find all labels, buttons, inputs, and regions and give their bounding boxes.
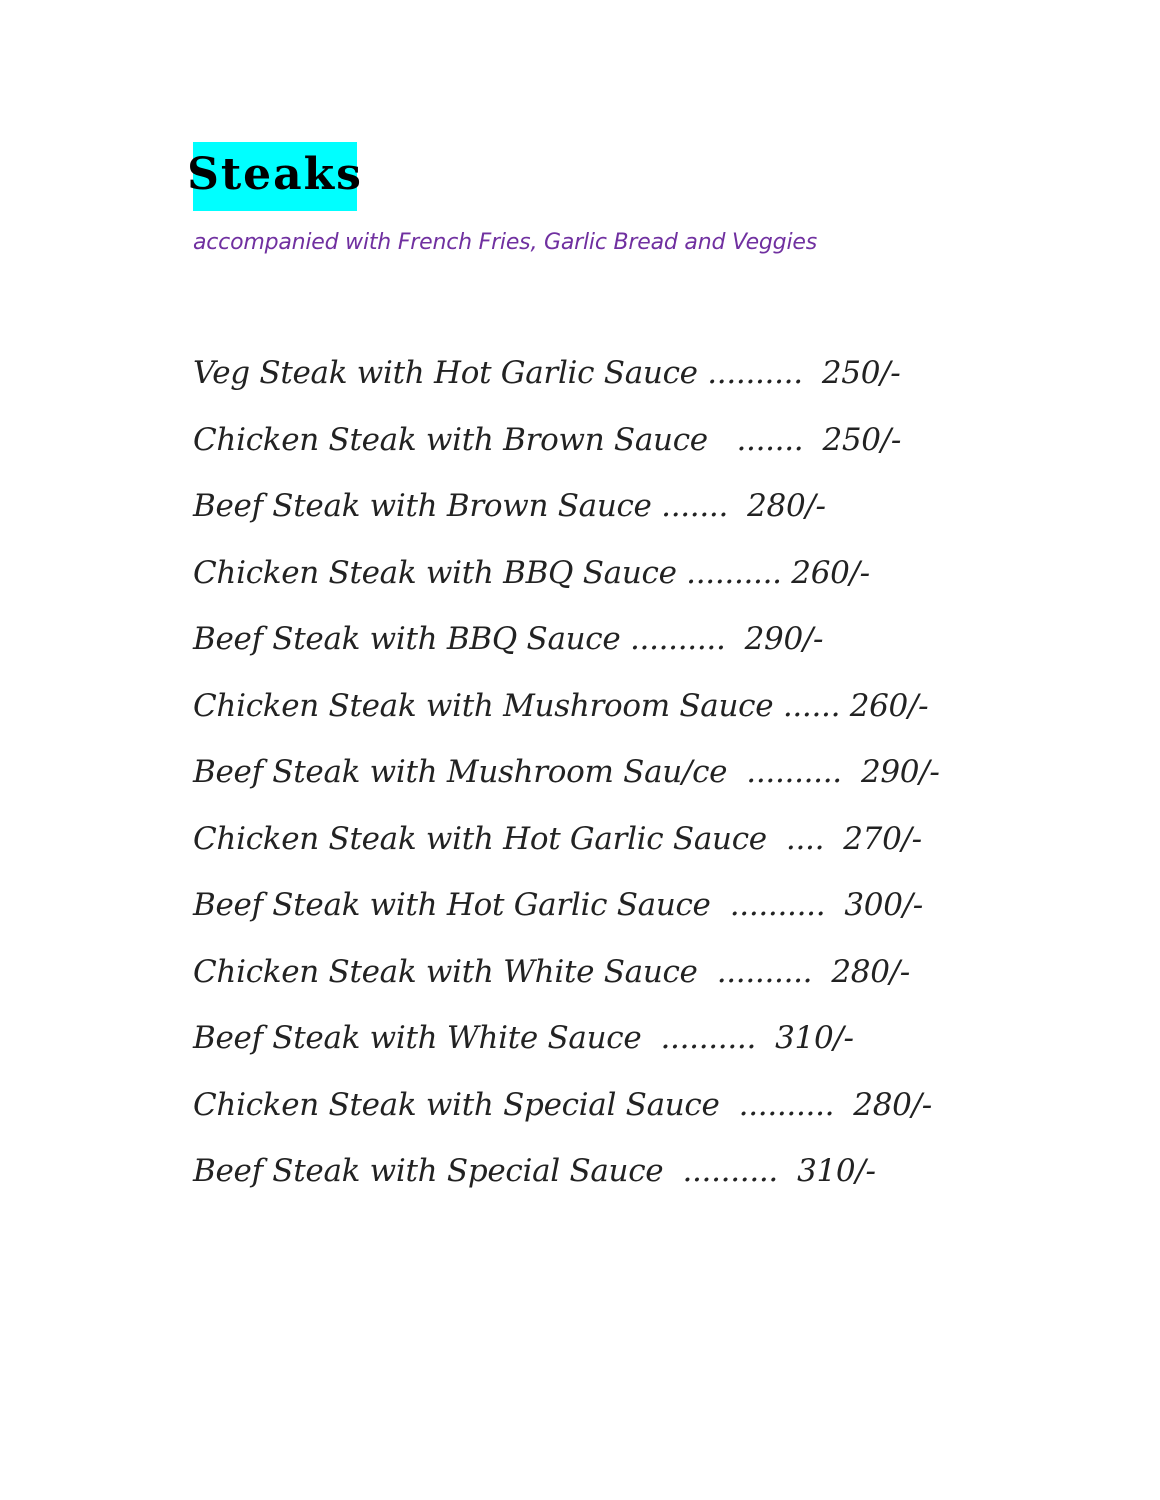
menu-item: Beef Steak with BBQ Sauce .......... 290/- bbox=[193, 621, 824, 658]
menu-item: Beef Steak with Brown Sauce ....... 280/- bbox=[193, 488, 826, 525]
title-highlight bbox=[187, 142, 363, 211]
menu-item: Chicken Steak with White Sauce .......... 280/- bbox=[193, 953, 910, 990]
menu-item: Beef Steak with White Sauce .......... 310/- bbox=[193, 1020, 854, 1057]
menu-item: Chicken Steak with Mushroom Sauce ...... 260/- bbox=[193, 687, 929, 724]
menu-item: Beef Steak with Special Sauce .......... 310/- bbox=[193, 1153, 876, 1190]
menu-item: Chicken Steak with Hot Garlic Sauce .... 270/- bbox=[193, 820, 922, 857]
menu-item: Veg Steak with Hot Garlic Sauce .......... 250/- bbox=[193, 355, 901, 392]
page-subtitle: accompanied with French Fries, Garlic Bread and Veggies bbox=[193, 230, 817, 255]
menu-item: Beef Steak with Mushroom Sau/ce .......... 290/- bbox=[193, 754, 940, 791]
menu-item: Chicken Steak with BBQ Sauce .......... 260/- bbox=[193, 554, 870, 591]
menu-item: Chicken Steak with Special Sauce .......... 280/- bbox=[193, 1086, 932, 1123]
page-title: Steaks bbox=[187, 148, 363, 200]
menu-item: Beef Steak with Hot Garlic Sauce .......... 300/- bbox=[193, 887, 923, 924]
menu-list bbox=[193, 340, 940, 1205]
menu-item: Chicken Steak with Brown Sauce ....... 250/- bbox=[193, 421, 902, 458]
